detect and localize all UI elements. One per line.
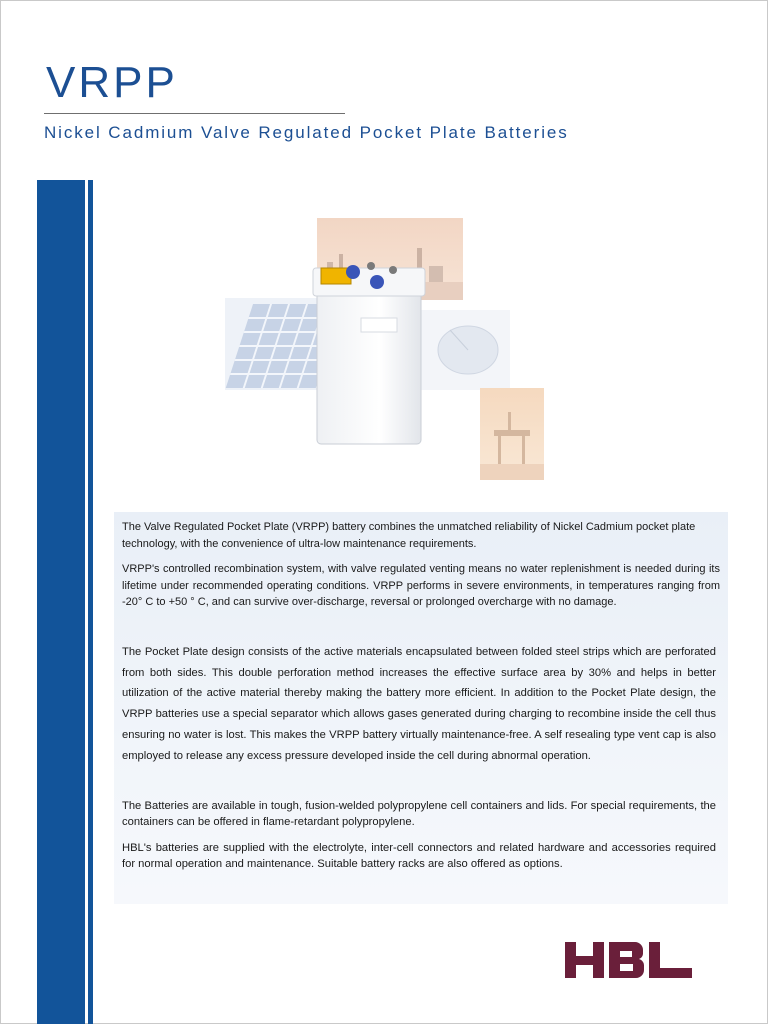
body-paragraph-2: The Batteries are available in tough, fusion-welded polypropylene cell containers and lids. For special requirements, the containers can be offered in flame-retardant polypropylene. — [122, 800, 716, 828]
intro-paragraph-1: The Valve Regulated Pocket Plate (VRPP) battery combines the unmatched reliability of Nickel Cadmium pocket plate technology, with the convenience of ultra-low maintenance requirements. — [122, 521, 696, 550]
product-collage — [215, 190, 550, 490]
body-paragraph-3: HBL's batteries are supplied with the electrolyte, inter-cell connectors and related hardware and accessories required for normal operation and maintenance. Suitable battery racks are also offered as options. — [122, 842, 716, 870]
intro-paragraph-2: VRPP's controlled recombination system, with valve regulated venting means no water replenishment is needed during its lifetime under recommended operating conditions. VRPP performs in severe environments, in temperatures ranging from -20° C to +50 ° C, and can survive over-discharge, reversal or prolonged overcharge with no damage. — [122, 563, 720, 608]
offshore-platform-image — [480, 388, 544, 480]
left-accent-bar — [37, 180, 85, 1024]
body-paragraph-1: The Pocket Plate design consists of the active materials encapsulated between folded steel strips which are perforated from both sides. This double perforation method increases the effective surface area by 30% and helps in better utilization of the active material thereby making the battery more efficient. In addition to the Pocket Plate design, the VRPP batteries use a special separator which allows gases generated during charging to recombine inside the cell thus ensuring no water is lost. This makes the VRPP battery virtually maintenance-free. A self resealing type vent cap is also employed to release any excess pressure developed inside the cell during abnormal operation. — [122, 646, 716, 762]
hbl-logo — [563, 940, 694, 980]
title-divider — [44, 113, 345, 114]
battery-cell-image — [301, 260, 437, 450]
left-accent-stripe — [88, 180, 93, 1024]
page-title: VRPP — [46, 58, 178, 107]
page-subtitle: Nickel Cadmium Valve Regulated Pocket Plate Batteries — [44, 123, 569, 142]
